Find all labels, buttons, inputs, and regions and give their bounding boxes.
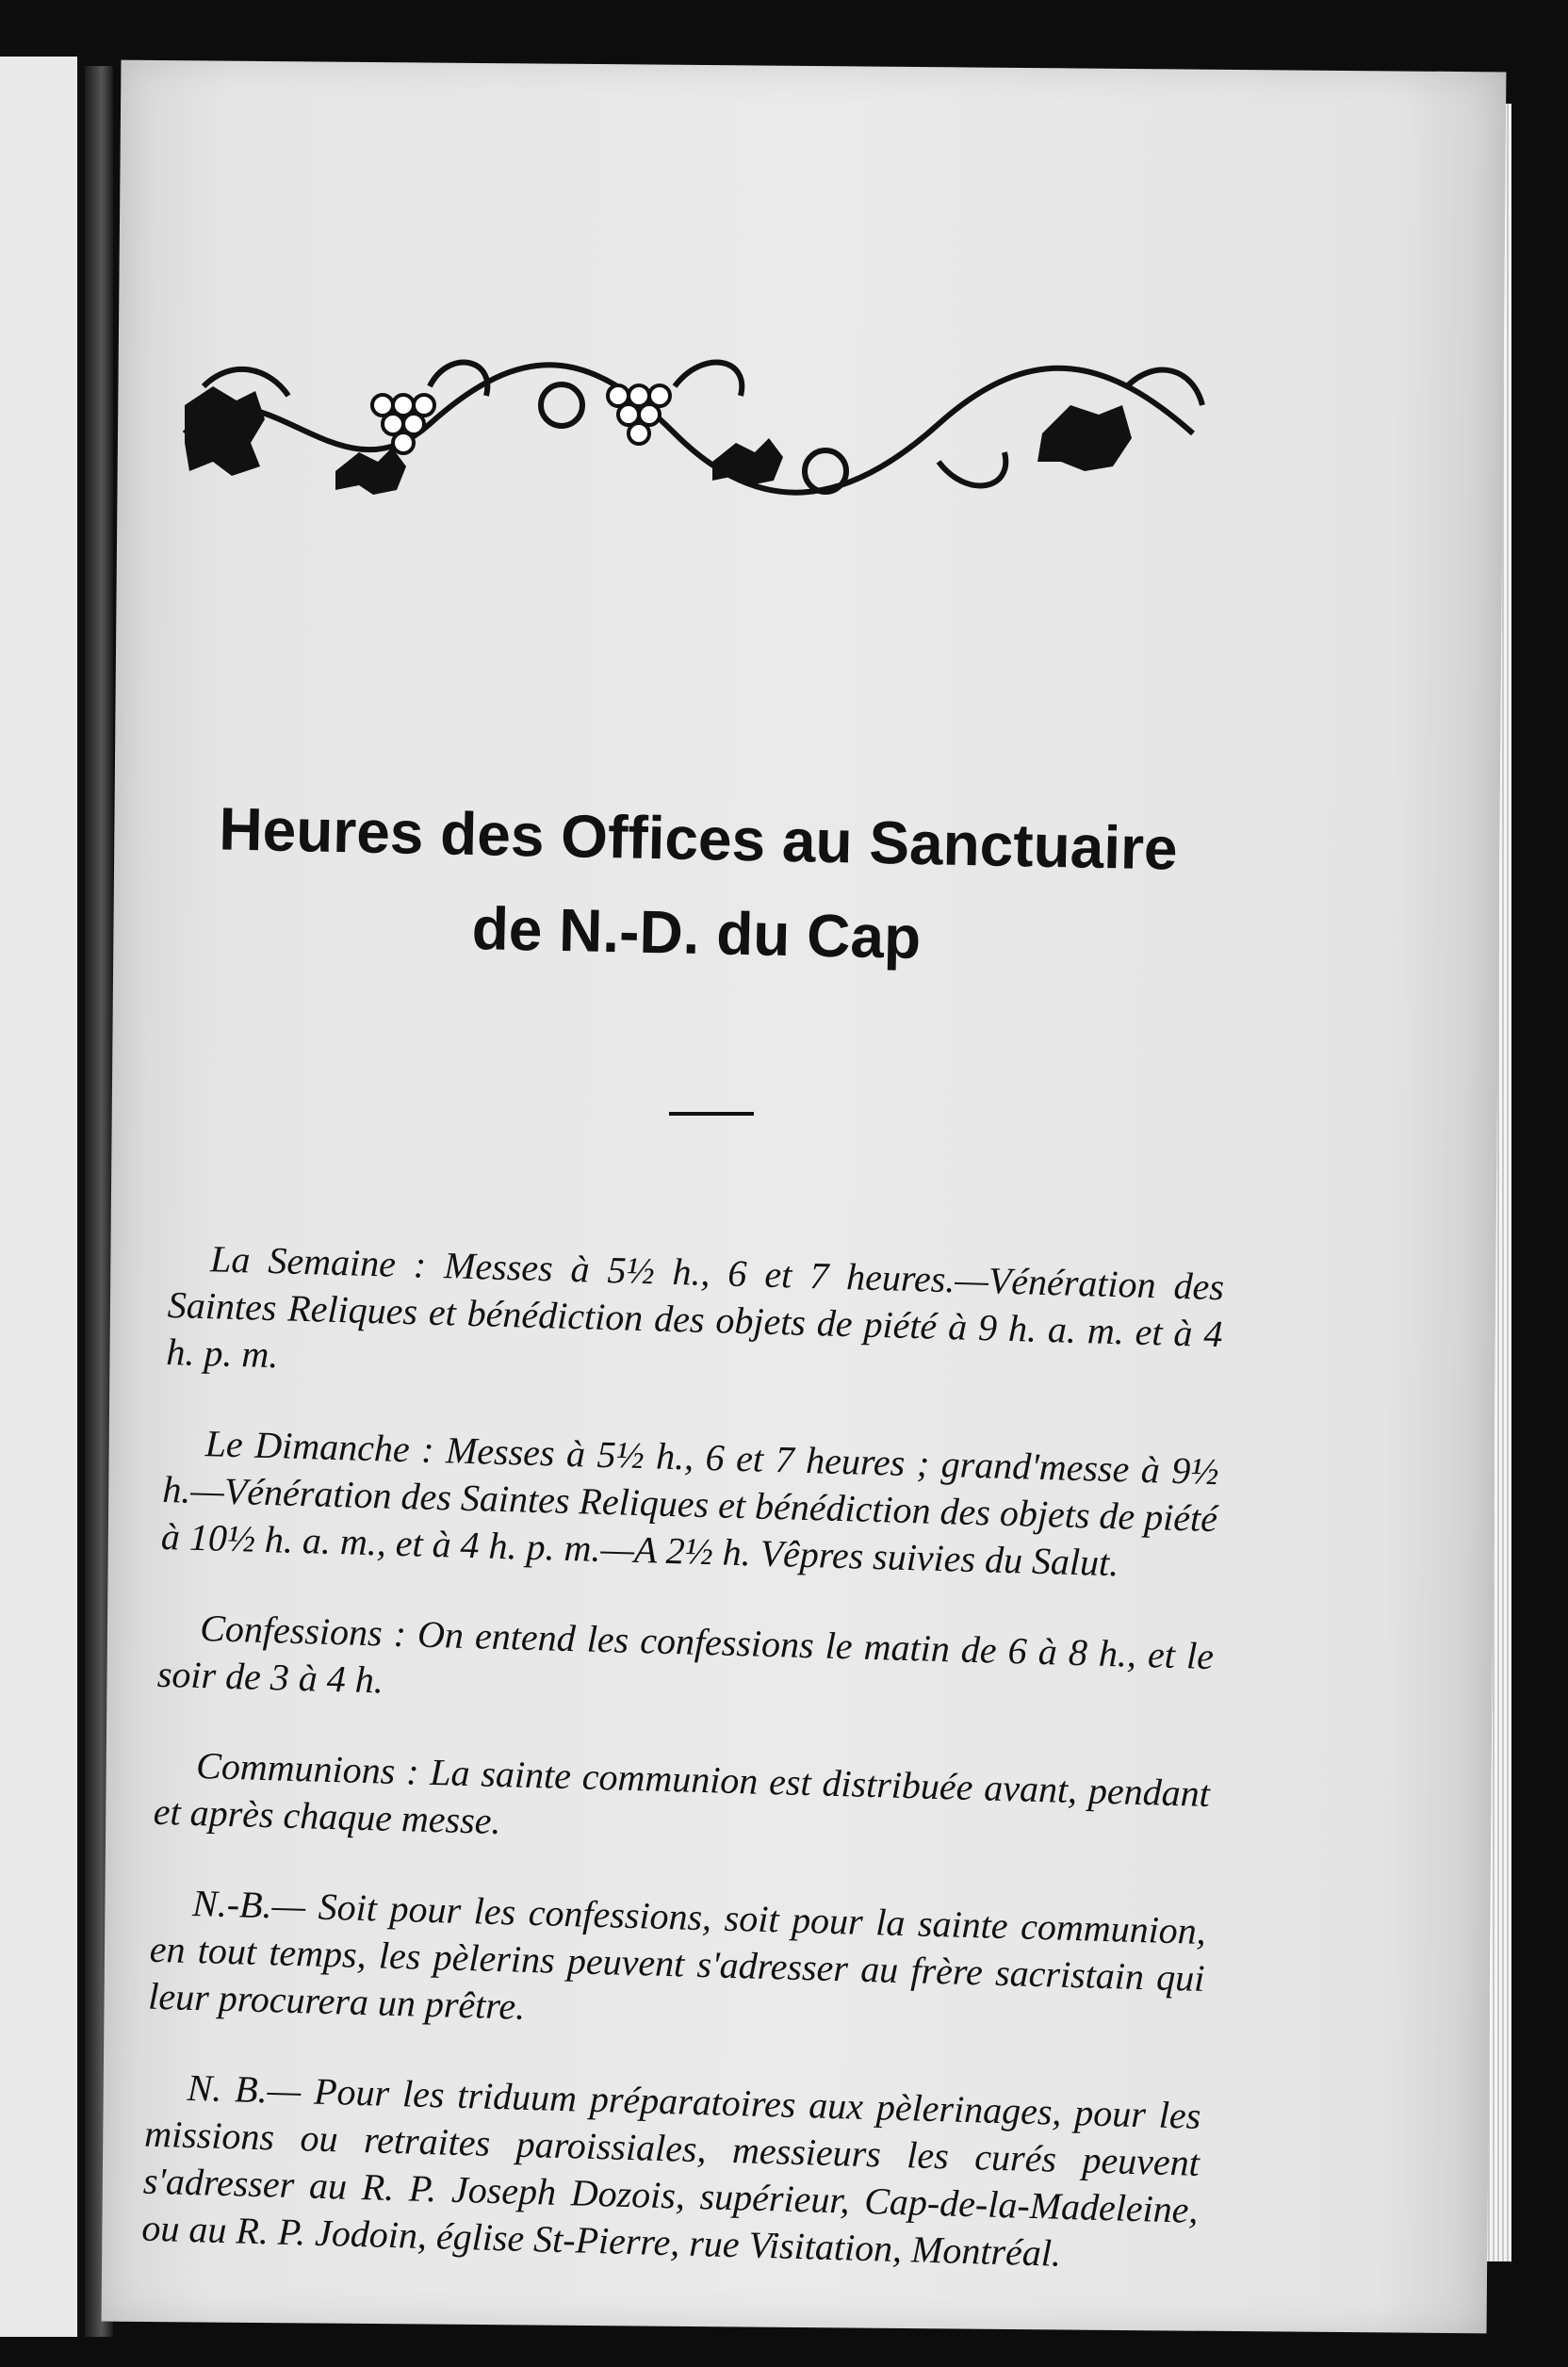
paragraph-confessions xyxy=(156,1604,1214,1727)
paragraph-text: Messes à 5½ h., 6 et 7 heures.—Vénération des Saintes Reliques et bénédiction des objets de piété à 9 h. a. m. et à 4 h. p. m. xyxy=(165,1244,1225,1377)
section-divider xyxy=(669,1112,754,1116)
paragraph-text: Soit pour les confessions, soit pour la sainte communion, en tout temps, les pèlerins peuvent s'adresser au frère sacristain qui leur procurera un prêtre. xyxy=(147,1885,1207,2028)
grapevine-ornament xyxy=(147,330,1231,518)
paragraph-text: Messes à 5½ h., 6 et 7 heures ; grand'messe à 9½ h.—Vénération des Saintes Reliques et bénédiction des objets de piété à 10½ h. a. m., et à 4 h. p. m.—A 2½ h. Vêpres suivies du Salut. xyxy=(160,1428,1220,1585)
title-line-2: de N.-D. du Cap xyxy=(471,894,922,971)
paragraph-label: N.-B.— xyxy=(191,1881,306,1928)
paragraph-text: Pour les triduum préparatoires aux pèlerinages, pour les missions ou retraites paroissiales, messieurs les curés peuvent s'adresser au R. P. Joseph Dozois, supérieur, Cap-de-la-Madeleine, ou au R. P. Jodoin, église St-Pierre, rue Visitation, Montréal. xyxy=(140,2069,1201,2275)
page-title xyxy=(149,780,1246,991)
paragraph-communions xyxy=(153,1741,1210,1865)
paragraph-semaine xyxy=(166,1234,1225,1405)
paragraph-nb-1 xyxy=(148,1879,1207,2049)
adjacent-page-edge xyxy=(0,57,80,2337)
title-line-1: Heures des Offices au Sanctuaire xyxy=(218,794,1179,883)
paragraph-text: La sainte communion est distribuée avant, pendant et après chaque messe. xyxy=(153,1750,1211,1843)
paragraph-dimanche xyxy=(160,1419,1219,1590)
paragraph-nb-2 xyxy=(141,2064,1201,2281)
paragraph-text: On entend les confessions le matin de 6 à 8 h., et le soir de 3 à 4 h. xyxy=(156,1612,1215,1702)
paragraph-label: Confessions : xyxy=(199,1607,407,1656)
paragraph-label: N. B.— xyxy=(187,2065,302,2113)
paragraph-label: Communions : xyxy=(195,1744,420,1793)
paragraph-label: La Semaine : xyxy=(209,1237,427,1286)
paragraph-label: Le Dimanche : xyxy=(204,1422,435,1471)
body-text xyxy=(140,1234,1225,2325)
